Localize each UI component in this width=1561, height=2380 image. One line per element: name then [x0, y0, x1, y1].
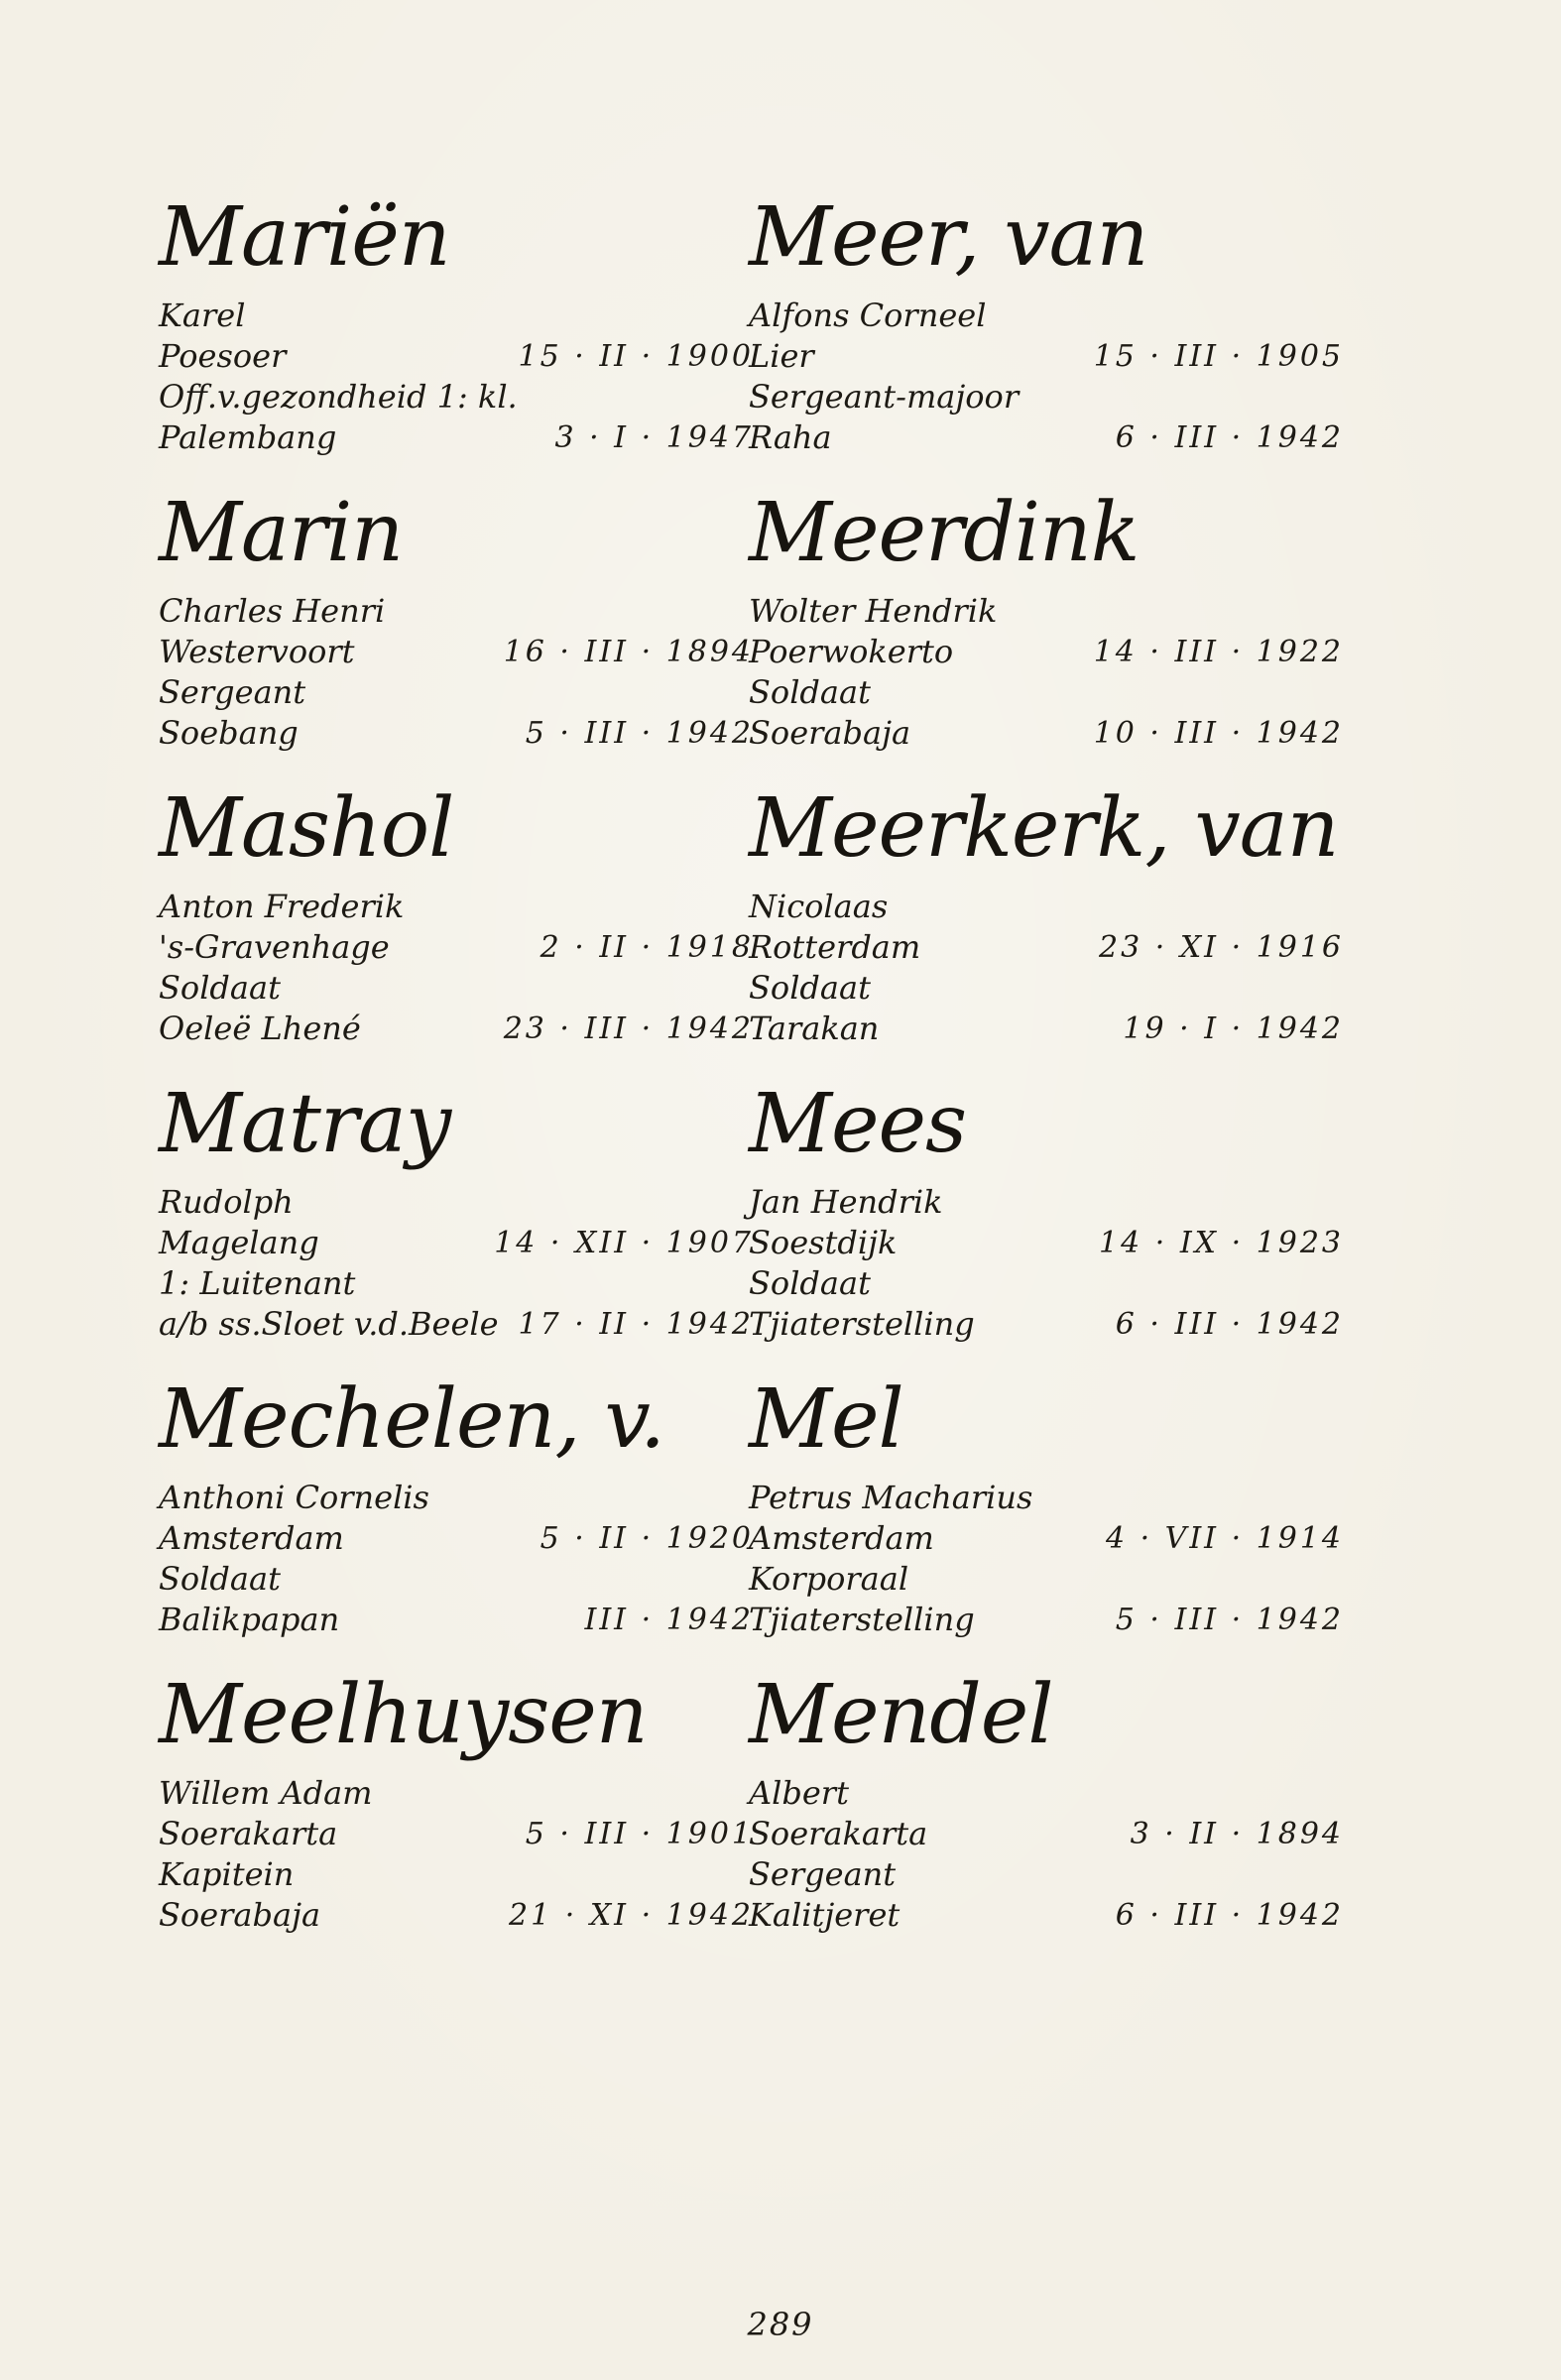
rank: Soldaat — [749, 969, 871, 1007]
surname: Mariën — [159, 190, 450, 285]
birth-date: 15 · II · 1900 — [518, 339, 754, 374]
given-names: Wolter Hendrik — [749, 592, 998, 630]
death-line — [749, 1600, 1344, 1640]
rank-line — [159, 1854, 754, 1895]
entry-details — [749, 1478, 1344, 1640]
death-place: Kalitjeret — [749, 1896, 901, 1934]
death-place: Raha — [749, 418, 832, 456]
surname: Marin — [159, 486, 404, 580]
memorial-entry — [749, 1666, 1344, 1962]
death-place: Tjiaterstelling — [749, 1601, 975, 1638]
memorial-entry — [749, 779, 1344, 1075]
rank: Kapitein — [159, 1855, 295, 1893]
birth-place: Soerakarta — [159, 1815, 338, 1852]
birth-line — [749, 1518, 1344, 1559]
rank-line — [159, 672, 754, 713]
rank: Sergeant-majoor — [749, 378, 1020, 416]
death-date: 19 · I · 1942 — [1123, 1012, 1344, 1046]
surname: Meer, van — [749, 190, 1148, 285]
memorial-entry — [159, 1075, 754, 1370]
page-number: 289 — [747, 2306, 814, 2343]
death-date: III · 1942 — [584, 1603, 754, 1637]
death-place: Soerabaja — [749, 714, 911, 752]
given-names: Petrus Macharius — [749, 1479, 1033, 1516]
death-line — [749, 1304, 1344, 1345]
memorial-entry — [749, 1075, 1344, 1370]
given-names-line — [749, 1773, 1344, 1814]
rank-line — [159, 968, 754, 1009]
death-date: 10 · III · 1942 — [1093, 716, 1344, 751]
birth-line — [159, 632, 754, 672]
birth-date: 14 · III · 1922 — [1093, 635, 1344, 669]
death-line — [159, 1009, 754, 1049]
given-names-line — [749, 591, 1344, 632]
death-date: 6 · III · 1942 — [1115, 1307, 1344, 1342]
memorial-entry — [159, 779, 754, 1075]
memorial-entry — [749, 188, 1344, 484]
birth-line — [749, 1814, 1344, 1854]
birth-date: 14 · IX · 1923 — [1099, 1226, 1344, 1260]
birth-date: 3 · II · 1894 — [1130, 1817, 1344, 1851]
rank: Sergeant — [159, 673, 306, 711]
entry-details — [159, 1773, 754, 1936]
death-line — [749, 1009, 1344, 1049]
given-names: Anthoni Cornelis — [159, 1479, 429, 1516]
entry-details — [749, 1182, 1344, 1345]
given-names: Alfons Corneel — [749, 297, 987, 334]
death-place: Tjiaterstelling — [749, 1305, 975, 1343]
death-date: 6 · III · 1942 — [1115, 420, 1344, 455]
memorial-entry — [749, 1370, 1344, 1666]
death-date: 5 · III · 1942 — [525, 716, 754, 751]
rank-line — [159, 377, 754, 417]
surname: Mendel — [749, 1668, 1053, 1762]
birth-place: Soestdijk — [749, 1224, 898, 1261]
given-names: Rudolph — [159, 1183, 294, 1221]
death-place: Soerabaja — [159, 1896, 321, 1934]
birth-line — [159, 1223, 754, 1263]
rank: Soldaat — [749, 673, 871, 711]
rank: Korporaal — [749, 1560, 909, 1598]
rank: Off.v.gezondheid 1: kl. — [159, 378, 518, 416]
given-names-line — [159, 1182, 754, 1223]
rank-line — [749, 377, 1344, 417]
given-names: Willem Adam — [159, 1774, 373, 1812]
birth-place: Poesoer — [159, 337, 287, 375]
given-names: Anton Frederik — [159, 888, 405, 925]
rank: Soldaat — [749, 1264, 871, 1302]
rank-line — [749, 1263, 1344, 1304]
given-names-line — [159, 591, 754, 632]
rank-line — [749, 672, 1344, 713]
birth-place: Magelang — [159, 1224, 319, 1261]
given-names: Charles Henri — [159, 592, 386, 630]
memorial-entry — [159, 1666, 754, 1962]
left-column — [159, 188, 754, 1962]
birth-line — [159, 1814, 754, 1854]
birth-line — [749, 632, 1344, 672]
entry-details — [749, 1773, 1344, 1936]
birth-date: 5 · III · 1901 — [525, 1817, 754, 1851]
rank-line — [159, 1263, 754, 1304]
birth-place: Amsterdam — [749, 1519, 934, 1557]
entry-details — [749, 887, 1344, 1049]
birth-date: 2 · II · 1918 — [540, 930, 754, 965]
given-names: Nicolaas — [749, 888, 889, 925]
memorial-entry — [749, 484, 1344, 779]
rank-line — [749, 968, 1344, 1009]
death-place: a/b ss.Sloet v.d.Beele — [159, 1305, 499, 1343]
death-date: 5 · III · 1942 — [1115, 1603, 1344, 1637]
surname: Meerdink — [749, 486, 1140, 580]
death-date: 6 · III · 1942 — [1115, 1898, 1344, 1933]
given-names: Karel — [159, 297, 246, 334]
death-place: Palembang — [159, 418, 337, 456]
memorial-entry — [159, 1370, 754, 1666]
given-names: Jan Hendrik — [749, 1183, 943, 1221]
entry-details — [159, 887, 754, 1049]
entry-details — [159, 591, 754, 754]
surname: Mechelen, v. — [159, 1372, 665, 1467]
death-place: Soebang — [159, 714, 299, 752]
death-place: Oeleë Lhené — [159, 1010, 361, 1047]
birth-place: Lier — [749, 337, 814, 375]
birth-place: Rotterdam — [749, 928, 921, 966]
birth-line — [749, 336, 1344, 377]
birth-date: 23 · XI · 1916 — [1099, 930, 1344, 965]
death-line — [749, 417, 1344, 458]
birth-date: 14 · XII · 1907 — [494, 1226, 754, 1260]
given-names: Albert — [749, 1774, 849, 1812]
memorial-entry — [159, 484, 754, 779]
birth-place: Soerakarta — [749, 1815, 928, 1852]
death-line — [749, 1895, 1344, 1936]
birth-line — [749, 1223, 1344, 1263]
birth-date: 16 · III · 1894 — [503, 635, 754, 669]
given-names-line — [159, 1773, 754, 1814]
entry-details — [749, 591, 1344, 754]
given-names-line — [749, 1182, 1344, 1223]
surname: Mees — [749, 1077, 967, 1171]
birth-date: 4 · VII · 1914 — [1105, 1521, 1344, 1556]
death-line — [749, 713, 1344, 754]
surname: Mashol — [159, 781, 454, 876]
given-names-line — [159, 887, 754, 927]
rank-line — [159, 1559, 754, 1600]
death-date: 17 · II · 1942 — [518, 1307, 754, 1342]
surname: Matray — [159, 1077, 451, 1171]
death-date: 3 · I · 1947 — [554, 420, 754, 455]
entry-details — [159, 296, 754, 458]
surname: Meelhuysen — [159, 1668, 648, 1762]
birth-place: Westervoort — [159, 633, 355, 670]
rank: Soldaat — [159, 969, 281, 1007]
death-line — [159, 1600, 754, 1640]
death-place: Tarakan — [749, 1010, 880, 1047]
given-names-line — [749, 296, 1344, 336]
given-names-line — [749, 1478, 1344, 1518]
rank: Sergeant — [749, 1855, 897, 1893]
birth-place: Poerwokerto — [749, 633, 954, 670]
death-place: Balikpapan — [159, 1601, 340, 1638]
rank: Soldaat — [159, 1560, 281, 1598]
birth-place: 's-Gravenhage — [159, 928, 390, 966]
birth-line — [749, 927, 1344, 968]
death-line — [159, 1895, 754, 1936]
birth-line — [159, 336, 754, 377]
given-names-line — [749, 887, 1344, 927]
surname: Mel — [749, 1372, 903, 1467]
entry-details — [159, 1182, 754, 1345]
birth-line — [159, 927, 754, 968]
rank: 1: Luitenant — [159, 1264, 356, 1302]
memorial-entry — [159, 188, 754, 484]
birth-line — [159, 1518, 754, 1559]
death-line — [159, 713, 754, 754]
given-names-line — [159, 1478, 754, 1518]
death-line — [159, 417, 754, 458]
rank-line — [749, 1854, 1344, 1895]
birth-date: 15 · III · 1905 — [1093, 339, 1344, 374]
entry-details — [159, 1478, 754, 1640]
surname: Meerkerk, van — [749, 781, 1339, 876]
right-column — [749, 188, 1344, 1962]
death-line — [159, 1304, 754, 1345]
birth-place: Amsterdam — [159, 1519, 344, 1557]
death-date: 21 · XI · 1942 — [509, 1898, 754, 1933]
entry-details — [749, 296, 1344, 458]
death-date: 23 · III · 1942 — [503, 1012, 754, 1046]
birth-date: 5 · II · 1920 — [540, 1521, 754, 1556]
rank-line — [749, 1559, 1344, 1600]
given-names-line — [159, 296, 754, 336]
